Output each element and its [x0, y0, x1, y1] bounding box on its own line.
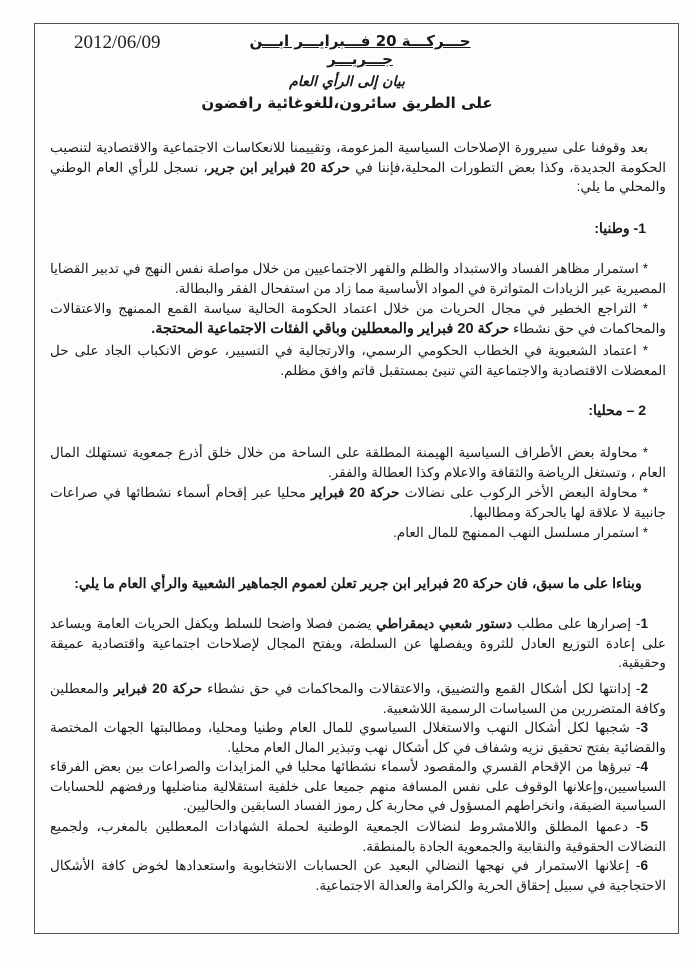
point-bold: حركة 20 فبراير: [114, 681, 203, 696]
point-text: - تبرؤها من الإقحام القسري والمقصود لأسماء نشطائها محليا في المزايدات والصراعات بين بعض الفرقاء السياسيين،وإعلانها الوقوف على نفس المسافة منهم جميعا على خلفية استقلالية مناضليها ورفضهم للحسابات السياسية الضيقة، وانخراطهم المسؤول في محاربة كل رموز الفساد السابقين والحاليين.: [50, 759, 666, 813]
point-text: - إصرارها على مطلب: [512, 616, 641, 631]
point-item: [50, 679, 666, 718]
item-text-end: محليا عبر إقحام أسماء نشطائها في صراعات جانبية لا علاقة لها بالحركة ومطالبها.: [50, 485, 666, 520]
organization-title: حـــركـــة 20 فـــبرايـــر ابـــن جـــريـــر: [249, 32, 471, 68]
point-item: [50, 856, 666, 895]
point-bold: دستور شعبي ديمقراطي: [376, 616, 513, 631]
section2-item: * استمرار مسلسل النهب الممنهج للمال العام.: [393, 525, 648, 540]
item-text: * محاولة البعض الأخر الركوب على نضالات: [399, 485, 648, 500]
intro-paragraph: [50, 138, 666, 197]
point-number: 4: [640, 759, 648, 774]
statement-slogan: على الطريق سائرون،للغوغائية رافضون: [201, 94, 493, 112]
point-number: 3: [640, 720, 648, 735]
item-bold: حركة 20 فبراير: [311, 485, 400, 500]
point-item: [50, 614, 666, 673]
point-text-end: والمعطلين وكافة المتضررين من السياسات الرسمية اللاشعبية.: [50, 681, 666, 716]
point-item: [50, 757, 666, 816]
point-number: 1: [640, 616, 648, 631]
point-text: - إدانتها لكل أشكال القمع والتضييق، والاعتقالات والمحاكمات في حق نشطاء: [202, 681, 641, 696]
declaration: وبناءا على ما سبق، فان حركة 20 فبراير ابن جرير تعلن لعموم الجماهير الشعبية والرأي العام ما يلي:: [74, 575, 642, 591]
item-text: * التراجع الخطير في مجال الحريات من خلال اعتماد الحكومة الحالية سياسة القمع الممنهج والاعتقالات والمحاكمات في حق نشطاء: [50, 301, 666, 336]
section2-item: [50, 483, 666, 522]
section2-heading: 2 – محليا:: [588, 402, 646, 418]
statement-title: بيان إلى الرأي العام: [289, 74, 405, 90]
section1-item: * اعتماد الشعبوية في الخطاب الحكومي الرسمي، والارتجالية في التسيير، عوض الانكباب الجاد على حل المعضلات الاقتصادية والاجتماعية التي تنبئ بمستقبل قاتم وافق مظلم.: [50, 343, 666, 378]
point-text: - شجبها لكل أشكال النهب والاستغلال السياسوي للمال العام وطنيا ومحليا، ومطالبتها الجهات المختصة والقضائية بفتح تحقيق نزيه وشفاف في كل أشكال نهب وتبذير المال العام محليا.: [50, 720, 666, 755]
document-date: 2012/06/09: [74, 32, 161, 53]
section1-item: * استمرار مظاهر الفساد والاستبداد والظلم والقهر الاجتماعيين من خلال مواصلة نفس النهج في تدبير القضايا المصيرية عبر الزيادات المتواترة في المواد الأساسية مما زاد من استفحال الفقر والبطالة.: [50, 261, 666, 296]
point-item: [50, 718, 666, 757]
point-text: - دعمها المطلق واللامشروط لنضالات الجمعية الوطنية لحملة الشهادات المعطلين بالمغرب، ولجميع النضالات الحقوقية والنقابية والجمعوية الجادة بالمنطقة.: [50, 819, 666, 854]
section1-heading: 1- وطنيا:: [594, 220, 646, 236]
point-number: 5: [640, 819, 648, 834]
point-number: 2: [640, 681, 648, 696]
section2-item: * محاولة بعض الأطراف السياسية الهيمنة المطلقة على الساحة من خلال خلق أذرع جمعوية تستهلك المال العام ، وتستغل الرياضة والثقافة والاعلام وكذا العطالة والفقر.: [50, 445, 666, 480]
point-item: [50, 817, 666, 856]
intro-text-end: ، نسجل للرأي العام الوطني والمحلي ما يلي:: [50, 159, 666, 194]
intro-bold: حركة 20 فبراير ابن جرير: [207, 159, 351, 175]
section1-item: [50, 299, 666, 339]
intro-text: بعد وقوفنا على سيرورة الإصلاحات السياسية المزعومة، وتقييمنا للانعكاسات الاجتماعية والاقتصادية لتنصيب الحكومة الجديدة، وكذا بعض التطورات المحلية،فإننا في: [50, 140, 666, 175]
item-bold: حركة 20 فبراير والمعطلين وباقي الفئات الاجتماعية المحتجة.: [151, 320, 510, 337]
point-text-end: يضمن فصلا واضحا للسلط ويكفل الحريات العامة ويساعد على إعادة التوزيع العادل للثروة ويفصلها عن السلطة، ويفتح المجال لإصلاحات اجتماعية واقتصادية عميقة وحقيقية.: [50, 616, 666, 670]
point-text: - إعلانها الاستمرار في نهجها النضالي البعيد عن الحسابات الانتخابوية واستعدادها لخوض كافة الأشكال الاحتجاجية في سبيل إحقاق الحرية والكرامة والعدالة الاجتماعية.: [50, 858, 666, 893]
point-number: 6: [640, 858, 648, 873]
